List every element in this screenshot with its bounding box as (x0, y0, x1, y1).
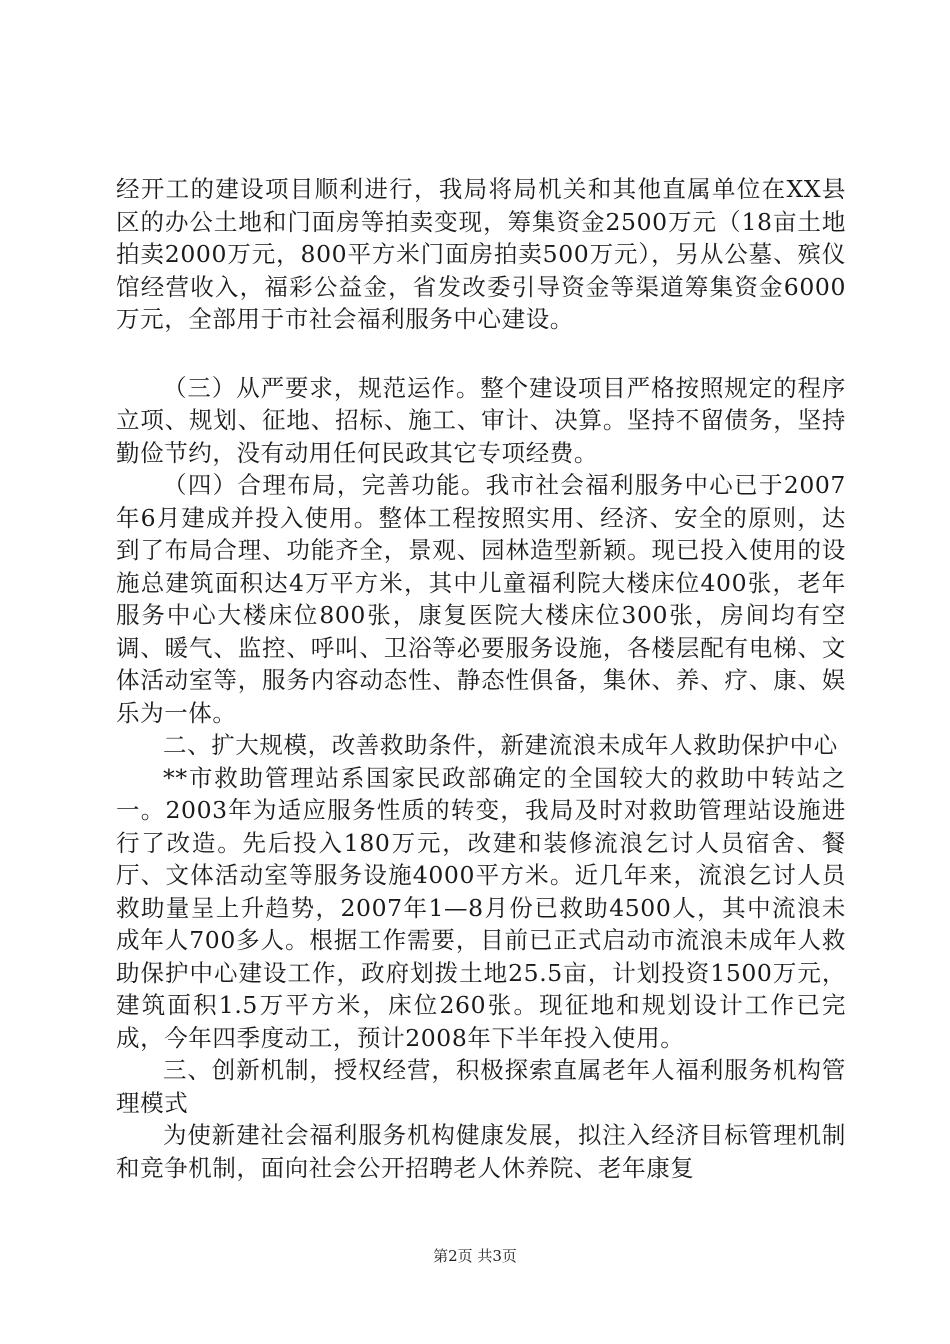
paragraph-funding: 经开工的建设项目顺利进行，我局将局机关和其他直属单位在XX县区的办公土地和门面房等拍卖变现，筹集资金2500万元（18亩土地拍卖2000万元，800平方米门面房拍卖500万元），另从公墓、殡仪馆经营收入，福彩公益金，省发改委引导资金等渠道筹集资金6000万元，全部用于市社会福利服务中心建设。 (116, 175, 846, 333)
paragraph-section-3: （三）从严要求，规范运作。整个建设项目严格按照规定的程序立项、规划、征地、招标、施工、审计、决算。坚持不留债务，坚持勤俭节约，没有动用任何民政其它专项经费。 (116, 373, 846, 467)
page-number-footer: 第2页 共3页 (433, 1247, 517, 1265)
heading-section-2: 二、扩大规模，改善救助条件，新建流浪未成年人救助保护中心 (163, 731, 838, 759)
paragraph-section-4: （四）合理布局，完善功能。我市社会福利服务中心已于2007年6月建成并投入使用。整体工程按照实用、经济、安全的原则，达到了布局合理、功能齐全，景观、园林造型新颖。现已投入使用的设施总建筑面积达4万平方米，其中儿童福利院大楼床位400张，老年服务中心大楼床位800张，康复医院大楼床位300张，房间均有空调、暖气、监控、呼叫、卫浴等必要服务设施，各楼层配有电梯、文体活动室等，服务内容动态性、静态性俱备，集休、养、疗、康、娱乐为一体。 (116, 471, 846, 727)
document-body (116, 173, 846, 1184)
paragraph-gap (116, 336, 846, 372)
paragraph-rescue-station: **市救助管理站系国家民政部确定的全国较大的救助中转站之一。2003年为适应服务性质的转变，我局及时对救助管理站设施进行了改造。先后投入180万元，改建和装修流浪乞讨人员宿舍、餐厅、文体活动室等服务设施4000平方米。近几年来，流浪乞讨人员救助量呈上升趋势，2007年1—8月份已救助4500人，其中流浪未成年人700多人。根据工作需要，目前已正式启动市流浪未成年人救助保护中心建设工作，政府划拨土地25.5亩，计划投资1500万元，建筑面积1.5万平方米，床位260张。现征地和规划设计工作已完成，今年四季度动工，预计2008年下半年投入使用。 (116, 763, 846, 1052)
paragraph-management: 为使新建社会福利服务机构健康发展，拟注入经济目标管理机制和竞争机制，面向社会公开招聘老人休养院、老年康复 (116, 1121, 846, 1182)
heading-section-3-mechanism: 三、创新机制，授权经营，积极探索直属老年人福利服务机构管理模式 (116, 1056, 846, 1117)
